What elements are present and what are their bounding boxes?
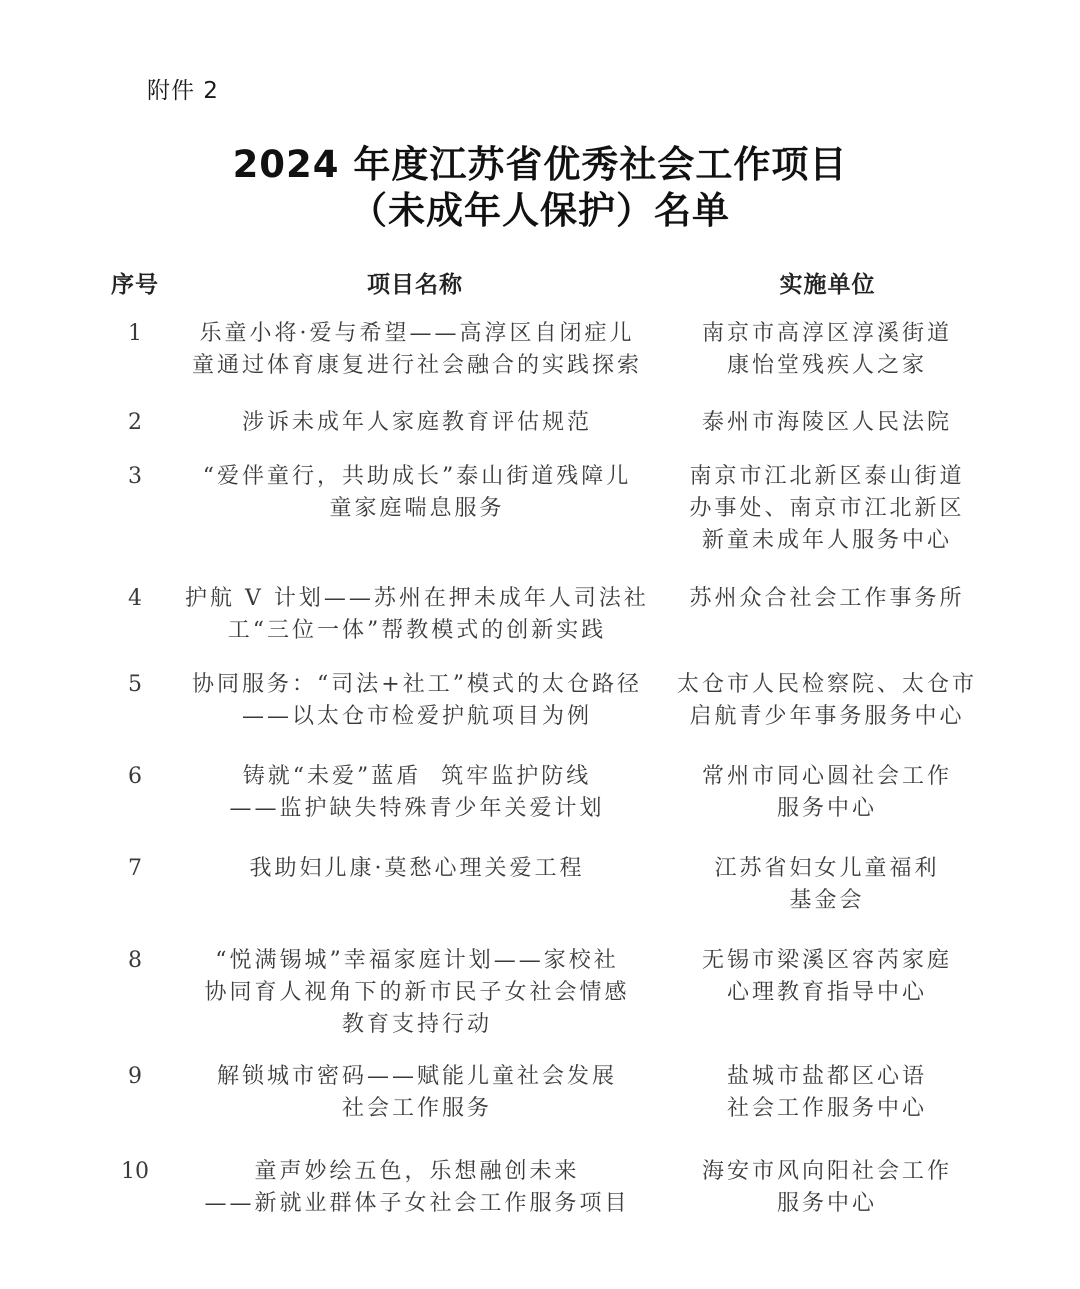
row-number: 2 <box>128 410 142 435</box>
row-number: 5 <box>128 672 142 697</box>
row-number: 4 <box>128 586 142 611</box>
implementing-unit: 江苏省妇女儿童福利 基金会 <box>714 856 940 913</box>
project-name: 涉诉未成年人家庭教育评估规范 <box>241 410 592 435</box>
implementing-unit: 南京市高淳区淳溪街道 康怡堂残疾人之家 <box>701 321 952 378</box>
row-number: 3 <box>128 464 142 489</box>
implementing-unit: 无锡市梁溪区容芮家庭 心理教育指导中心 <box>701 948 952 1005</box>
row-number: 1 <box>128 321 142 346</box>
implementing-unit: 盐城市盐都区心语 社会工作服务中心 <box>726 1064 927 1121</box>
implementing-unit: 泰州市海陵区人民法院 <box>701 410 952 435</box>
implementing-unit: 南京市江北新区泰山街道 办事处、南京市江北新区 新童未成年人服务中心 <box>689 464 965 553</box>
page-title-line-2: （未成年人保护）名单 <box>350 189 730 232</box>
row-number: 9 <box>128 1064 142 1089</box>
implementing-unit: 苏州众合社会工作事务所 <box>689 586 965 611</box>
implementing-unit: 太仓市人民检察院、太仓市 启航青少年事务服务中心 <box>676 672 977 729</box>
row-number: 8 <box>128 948 142 973</box>
project-name: 童声妙绘五色，乐想融创未来 ——新就业群体子女社会工作服务项目 <box>204 1159 630 1216</box>
implementing-unit: 海安市风向阳社会工作 服务中心 <box>701 1159 952 1216</box>
project-name: 铸就“未爱”蓝盾 筑牢监护防线 ——监护缺失特殊青少年关爱计划 <box>229 764 605 821</box>
project-name: “悦满锡城”幸福家庭计划——家校社 协同育人视角下的新市民子女社会情感 教育支持行动 <box>204 948 630 1037</box>
row-number: 7 <box>128 856 142 881</box>
page-title-line-1: 2024 年度江苏省优秀社会工作项目 <box>232 143 848 186</box>
project-name: 解锁城市密码——赋能儿童社会发展 社会工作服务 <box>216 1064 617 1121</box>
project-name: 乐童小将·爱与希望——高淳区自闭症儿 童通过体育康复进行社会融合的实践探索 <box>191 321 642 378</box>
implementing-unit: 常州市同心圆社会工作 服务中心 <box>701 764 952 821</box>
row-number: 10 <box>121 1159 149 1184</box>
attachment-label: 附件 2 <box>147 78 219 104</box>
project-name: 护航 V 计划——苏州在押未成年人司法社 工“三位一体”帮教模式的创新实践 <box>185 586 649 643</box>
column-header-implementing-unit: 实施单位 <box>779 272 876 298</box>
project-name: 协同服务：“司法+社工”模式的太仓路径 ——以太仓市检爱护航项目为例 <box>192 672 642 729</box>
project-name: 我助妇儿康·莫愁心理关爱工程 <box>249 856 585 881</box>
column-header-no: 序号 <box>111 272 159 298</box>
project-name: “爱伴童行，共助成长”泰山街道残障儿 童家庭喘息服务 <box>202 464 632 521</box>
column-header-project-name: 项目名称 <box>367 272 463 298</box>
row-number: 6 <box>128 764 142 789</box>
